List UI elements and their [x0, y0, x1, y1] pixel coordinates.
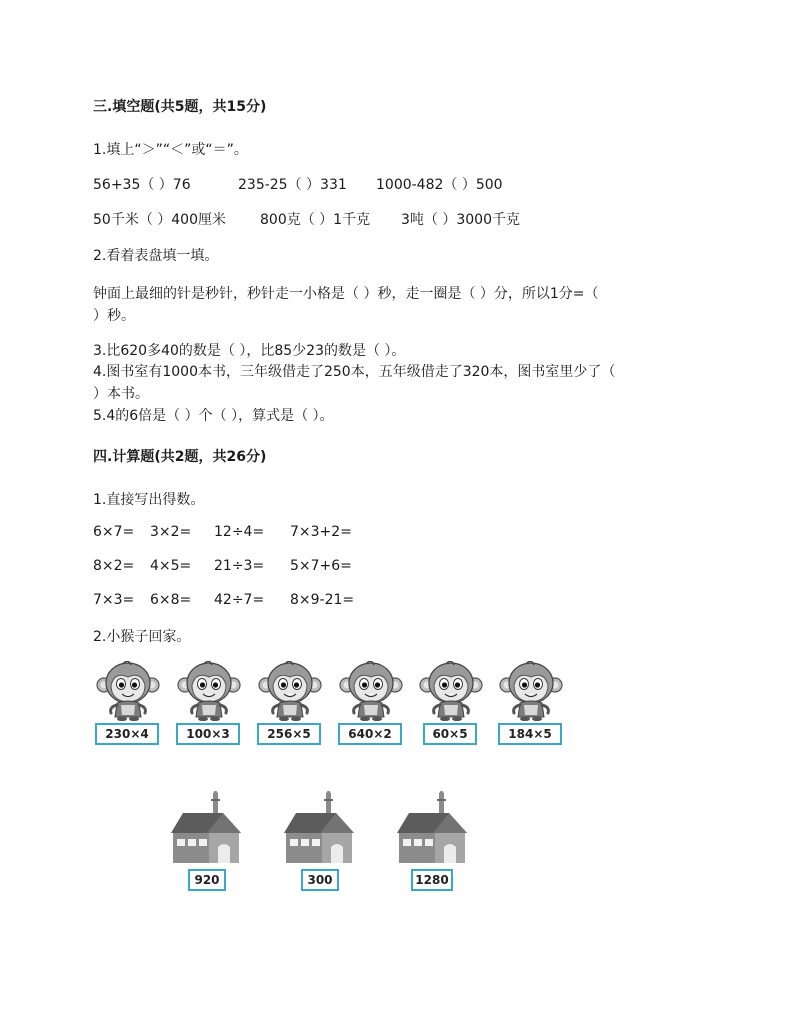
house-icon — [284, 786, 356, 870]
section-4-heading: 四.计算题(共2题，共26分) — [93, 449, 267, 465]
question-1-title: 1.填上“＞”“＜”或“＝”。 — [93, 142, 248, 158]
house-number-label: 1280 — [411, 869, 453, 891]
calc-question-2-title: 2.小猴子回家。 — [93, 629, 191, 645]
compare-item: 50千米（ ）400厘米 — [93, 212, 226, 228]
calc-item: 6×8= — [150, 592, 192, 608]
monkey-expression-label: 184×5 — [498, 723, 562, 745]
house-number-label: 920 — [188, 869, 226, 891]
monkey-icon — [418, 661, 484, 721]
calc-item: 3×2= — [150, 524, 192, 540]
monkey-icon — [338, 661, 404, 721]
calc-item: 7×3= — [93, 592, 135, 608]
calc-item: 5×7+6= — [290, 558, 352, 574]
compare-item: 800克（ ）1千克 — [260, 212, 371, 228]
calc-item: 4×5= — [150, 558, 192, 574]
compare-item: 235-25（ ）331 — [238, 177, 347, 193]
question-5-text: 5.4的6倍是（ ）个（ ），算式是（ ）。 — [93, 408, 334, 424]
monkey-expression-label: 256×5 — [257, 723, 321, 745]
monkey-icon — [176, 661, 242, 721]
calc-item: 8×2= — [93, 558, 135, 574]
compare-item: 56+35（ ）76 — [93, 177, 191, 193]
compare-item: 3吨（ ）3000千克 — [401, 212, 520, 228]
calc-item: 42÷7= — [214, 592, 265, 608]
monkey-icon — [95, 661, 161, 721]
calc-item: 7×3+2= — [290, 524, 352, 540]
calc-question-1-title: 1.直接写出得数。 — [93, 492, 205, 508]
monkey-icon — [498, 661, 564, 721]
calc-item: 21÷3= — [214, 558, 265, 574]
compare-item: 1000-482（ ）500 — [376, 177, 503, 193]
question-2-text: ）秒。 — [93, 308, 135, 324]
monkey-expression-label: 230×4 — [95, 723, 159, 745]
monkey-expression-label: 60×5 — [423, 723, 477, 745]
question-4-text: 4.图书室有1000本书，三年级借走了250本，五年级借走了320本，图书室里少了（ — [93, 364, 616, 380]
house-number-label: 300 — [301, 869, 339, 891]
question-3-text: 3.比620多40的数是（ ），比85少23的数是（ ）。 — [93, 343, 406, 359]
monkey-icon — [257, 661, 323, 721]
monkey-expression-label: 640×2 — [338, 723, 402, 745]
calc-item: 12÷4= — [214, 524, 265, 540]
calc-item: 8×9-21= — [290, 592, 355, 608]
question-2-text: 钟面上最细的针是秒针，秒针走一小格是（ ）秒，走一圈是（ ）分，所以1分=（ — [93, 286, 599, 302]
question-4-text: ）本书。 — [93, 386, 149, 402]
house-icon — [397, 786, 469, 870]
question-2-title: 2.看着表盘填一填。 — [93, 248, 219, 264]
monkey-expression-label: 100×3 — [176, 723, 240, 745]
section-3-heading: 三.填空题(共5题，共15分) — [93, 99, 267, 115]
calc-item: 6×7= — [93, 524, 135, 540]
house-icon — [171, 786, 243, 870]
